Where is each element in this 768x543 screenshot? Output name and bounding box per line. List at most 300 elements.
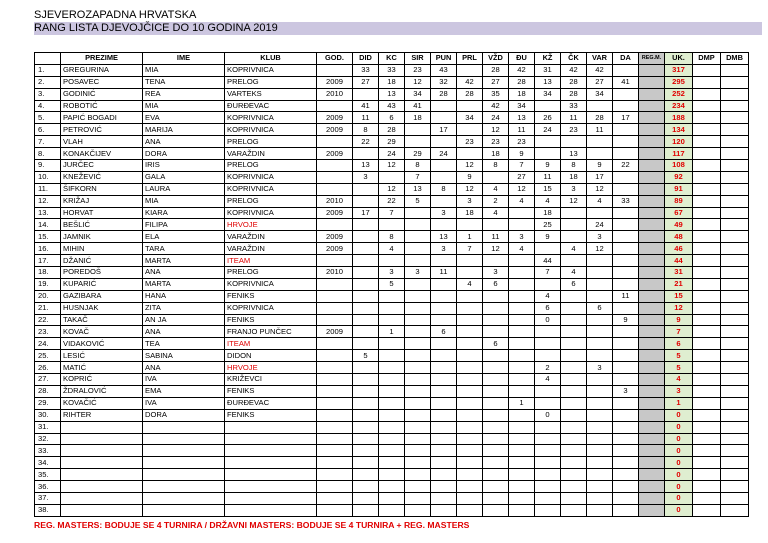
cell-rank: 35. xyxy=(35,469,61,481)
cell-prezime: MATIĆ xyxy=(61,362,143,374)
cell-klub: DIDON xyxy=(225,350,317,362)
cell-klub xyxy=(225,457,317,469)
cell-kc xyxy=(379,492,405,504)
cell-reg-masters xyxy=(639,255,665,267)
cell-pun xyxy=(431,362,457,374)
cell-pun xyxy=(431,219,457,231)
cell-total: 0 xyxy=(665,504,693,516)
cell-klub: PRELOG xyxy=(225,76,317,88)
cell-god xyxy=(317,362,353,374)
cell-prl xyxy=(457,409,483,421)
cell-kz xyxy=(535,338,561,350)
cell-did: 33 xyxy=(353,64,379,76)
cell-dmp xyxy=(693,409,721,421)
cell-var xyxy=(587,409,613,421)
cell-sir: 29 xyxy=(405,148,431,160)
cell-klub: FENIKS xyxy=(225,385,317,397)
cell-ime: DORA xyxy=(143,148,225,160)
cell-da: 11 xyxy=(613,290,639,302)
cell-ck xyxy=(561,397,587,409)
cell-da xyxy=(613,409,639,421)
cell-dmp xyxy=(693,64,721,76)
cell-klub: VARAŽDIN xyxy=(225,148,317,160)
cell-vzd: 6 xyxy=(483,278,509,290)
cell-did xyxy=(353,195,379,207)
cell-pun xyxy=(431,302,457,314)
cell-kc: 22 xyxy=(379,195,405,207)
cell-kc xyxy=(379,397,405,409)
cell-prezime: GAZIBARA xyxy=(61,290,143,302)
cell-kz: 15 xyxy=(535,183,561,195)
cell-vzd xyxy=(483,457,509,469)
cell-var: 28 xyxy=(587,112,613,124)
cell-ime xyxy=(143,492,225,504)
cell-god xyxy=(317,457,353,469)
cell-sir xyxy=(405,124,431,136)
cell-du xyxy=(509,409,535,421)
table-row xyxy=(35,326,749,338)
cell-sir xyxy=(405,397,431,409)
table-row xyxy=(35,433,749,445)
cell-prl: 28 xyxy=(457,88,483,100)
cell-vzd xyxy=(483,374,509,386)
cell-rank: 19. xyxy=(35,278,61,290)
cell-da xyxy=(613,219,639,231)
cell-total: 5 xyxy=(665,350,693,362)
cell-pun xyxy=(431,504,457,516)
cell-vzd xyxy=(483,255,509,267)
cell-vzd: 27 xyxy=(483,76,509,88)
cell-var: 3 xyxy=(587,362,613,374)
cell-prl: 9 xyxy=(457,171,483,183)
cell-kz xyxy=(535,326,561,338)
cell-ime: MIA xyxy=(143,64,225,76)
cell-pun xyxy=(431,397,457,409)
cell-dmb xyxy=(721,76,749,88)
cell-ime xyxy=(143,469,225,481)
cell-rank: 25. xyxy=(35,350,61,362)
cell-pun xyxy=(431,314,457,326)
cell-kz xyxy=(535,457,561,469)
cell-kc: 1 xyxy=(379,326,405,338)
cell-da xyxy=(613,350,639,362)
cell-kz: 7 xyxy=(535,267,561,279)
cell-dmb xyxy=(721,409,749,421)
cell-kc: 12 xyxy=(379,160,405,172)
cell-prezime: GODINIĆ xyxy=(61,88,143,100)
cell-rank: 7. xyxy=(35,136,61,148)
cell-du: 9 xyxy=(509,148,535,160)
cell-pun xyxy=(431,385,457,397)
cell-god: 2009 xyxy=(317,112,353,124)
cell-klub: VARAŽDIN xyxy=(225,231,317,243)
cell-ck: 4 xyxy=(561,243,587,255)
cell-kz: 4 xyxy=(535,290,561,302)
column-header: VAR xyxy=(587,53,613,65)
cell-var: 11 xyxy=(587,124,613,136)
cell-sir xyxy=(405,136,431,148)
cell-prl xyxy=(457,64,483,76)
cell-dmp xyxy=(693,255,721,267)
table-row xyxy=(35,76,749,88)
ranking-table xyxy=(34,52,749,517)
cell-dmp xyxy=(693,326,721,338)
cell-god xyxy=(317,385,353,397)
cell-sir xyxy=(405,302,431,314)
cell-da xyxy=(613,421,639,433)
cell-kz xyxy=(535,469,561,481)
cell-dmp xyxy=(693,100,721,112)
cell-da xyxy=(613,207,639,219)
cell-dmb xyxy=(721,314,749,326)
cell-reg-masters xyxy=(639,504,665,516)
cell-did xyxy=(353,492,379,504)
cell-da xyxy=(613,183,639,195)
cell-vzd: 23 xyxy=(483,136,509,148)
cell-vzd xyxy=(483,350,509,362)
column-header: ČK xyxy=(561,53,587,65)
cell-kz xyxy=(535,397,561,409)
cell-klub: FENIKS xyxy=(225,290,317,302)
cell-rank: 23. xyxy=(35,326,61,338)
cell-sir: 23 xyxy=(405,64,431,76)
cell-sir: 7 xyxy=(405,171,431,183)
cell-pun xyxy=(431,457,457,469)
cell-prezime: KONAKČIJEV xyxy=(61,148,143,160)
cell-du xyxy=(509,469,535,481)
cell-klub: KOPRIVNICA xyxy=(225,64,317,76)
cell-da xyxy=(613,338,639,350)
cell-var xyxy=(587,136,613,148)
cell-prl xyxy=(457,457,483,469)
cell-total: 120 xyxy=(665,136,693,148)
cell-prl xyxy=(457,385,483,397)
cell-rank: 12. xyxy=(35,195,61,207)
cell-sir: 18 xyxy=(405,112,431,124)
cell-da xyxy=(613,88,639,100)
cell-kz: 9 xyxy=(535,160,561,172)
table-row xyxy=(35,338,749,350)
cell-reg-masters xyxy=(639,421,665,433)
cell-dmb xyxy=(721,350,749,362)
cell-kz: 26 xyxy=(535,112,561,124)
cell-reg-masters xyxy=(639,385,665,397)
cell-dmb xyxy=(721,243,749,255)
cell-var: 12 xyxy=(587,243,613,255)
cell-prezime xyxy=(61,469,143,481)
cell-sir: 41 xyxy=(405,100,431,112)
cell-prl: 7 xyxy=(457,243,483,255)
cell-klub xyxy=(225,504,317,516)
cell-kc: 28 xyxy=(379,124,405,136)
cell-klub xyxy=(225,492,317,504)
table-body xyxy=(35,64,749,516)
cell-sir xyxy=(405,255,431,267)
cell-da xyxy=(613,362,639,374)
cell-prezime: POSAVEC xyxy=(61,76,143,88)
cell-pun xyxy=(431,290,457,302)
cell-kz: 34 xyxy=(535,88,561,100)
cell-reg-masters xyxy=(639,445,665,457)
cell-prezime: VIDAKOVIĆ xyxy=(61,338,143,350)
cell-kc xyxy=(379,290,405,302)
cell-did xyxy=(353,433,379,445)
cell-kz: 13 xyxy=(535,76,561,88)
cell-dmb xyxy=(721,481,749,493)
cell-did xyxy=(353,278,379,290)
cell-var xyxy=(587,433,613,445)
cell-kz: 4 xyxy=(535,374,561,386)
cell-ime: ANA xyxy=(143,362,225,374)
cell-god xyxy=(317,492,353,504)
cell-kz xyxy=(535,445,561,457)
cell-dmb xyxy=(721,100,749,112)
cell-klub: KOPRIVNICA xyxy=(225,278,317,290)
cell-prezime xyxy=(61,433,143,445)
cell-ime xyxy=(143,445,225,457)
cell-total: 134 xyxy=(665,124,693,136)
cell-rank: 26. xyxy=(35,362,61,374)
cell-god: 2009 xyxy=(317,231,353,243)
cell-sir xyxy=(405,421,431,433)
cell-prezime xyxy=(61,445,143,457)
cell-klub: KOPRIVNICA xyxy=(225,183,317,195)
page-header xyxy=(34,8,762,35)
cell-vzd: 2 xyxy=(483,195,509,207)
cell-total: 0 xyxy=(665,492,693,504)
column-header: DMP xyxy=(693,53,721,65)
cell-ime: REA xyxy=(143,88,225,100)
cell-vzd: 28 xyxy=(483,64,509,76)
cell-prezime: JURČEC xyxy=(61,160,143,172)
column-header: DA xyxy=(613,53,639,65)
cell-ime: MARTA xyxy=(143,278,225,290)
cell-pun: 28 xyxy=(431,88,457,100)
cell-ck xyxy=(561,255,587,267)
cell-vzd: 12 xyxy=(483,243,509,255)
table-row xyxy=(35,160,749,172)
cell-total: 44 xyxy=(665,255,693,267)
cell-kz xyxy=(535,100,561,112)
cell-god xyxy=(317,314,353,326)
cell-dmp xyxy=(693,124,721,136)
cell-did: 8 xyxy=(353,124,379,136)
cell-pun xyxy=(431,338,457,350)
cell-god xyxy=(317,290,353,302)
cell-did: 5 xyxy=(353,350,379,362)
cell-var xyxy=(587,290,613,302)
cell-dmp xyxy=(693,243,721,255)
cell-prezime: JAMNIK xyxy=(61,231,143,243)
cell-dmb xyxy=(721,338,749,350)
cell-god xyxy=(317,160,353,172)
cell-reg-masters xyxy=(639,481,665,493)
cell-sir xyxy=(405,374,431,386)
cell-du xyxy=(509,350,535,362)
cell-total: 0 xyxy=(665,469,693,481)
cell-reg-masters xyxy=(639,231,665,243)
cell-ime xyxy=(143,433,225,445)
cell-sir: 34 xyxy=(405,88,431,100)
cell-dmp xyxy=(693,302,721,314)
cell-da xyxy=(613,124,639,136)
cell-did: 17 xyxy=(353,207,379,219)
cell-reg-masters xyxy=(639,243,665,255)
cell-ime: SABINA xyxy=(143,350,225,362)
cell-did xyxy=(353,445,379,457)
cell-ime: FILIPA xyxy=(143,219,225,231)
cell-prl xyxy=(457,350,483,362)
cell-reg-masters xyxy=(639,326,665,338)
cell-kz: 44 xyxy=(535,255,561,267)
table-row xyxy=(35,469,749,481)
cell-did: 41 xyxy=(353,100,379,112)
cell-sir xyxy=(405,314,431,326)
cell-da xyxy=(613,148,639,160)
cell-ime: EVA xyxy=(143,112,225,124)
cell-rank: 38. xyxy=(35,504,61,516)
cell-dmp xyxy=(693,148,721,160)
table-row xyxy=(35,314,749,326)
cell-dmp xyxy=(693,88,721,100)
cell-da: 22 xyxy=(613,160,639,172)
cell-reg-masters xyxy=(639,136,665,148)
cell-kc xyxy=(379,409,405,421)
cell-did xyxy=(353,504,379,516)
cell-dmb xyxy=(721,124,749,136)
cell-prezime xyxy=(61,492,143,504)
cell-vzd xyxy=(483,469,509,481)
cell-sir xyxy=(405,445,431,457)
cell-did xyxy=(353,385,379,397)
cell-kc: 4 xyxy=(379,243,405,255)
cell-kz: 24 xyxy=(535,124,561,136)
cell-rank: 8. xyxy=(35,148,61,160)
cell-ck: 13 xyxy=(561,148,587,160)
cell-did xyxy=(353,88,379,100)
cell-pun xyxy=(431,171,457,183)
cell-reg-masters xyxy=(639,112,665,124)
cell-god xyxy=(317,409,353,421)
cell-klub: FENIKS xyxy=(225,409,317,421)
cell-prl xyxy=(457,326,483,338)
cell-did: 27 xyxy=(353,76,379,88)
cell-ck xyxy=(561,445,587,457)
cell-did xyxy=(353,397,379,409)
cell-vzd xyxy=(483,481,509,493)
cell-pun: 13 xyxy=(431,231,457,243)
cell-total: 3 xyxy=(665,385,693,397)
cell-var xyxy=(587,445,613,457)
column-header: PUN xyxy=(431,53,457,65)
cell-god: 2009 xyxy=(317,76,353,88)
cell-did xyxy=(353,314,379,326)
table-row xyxy=(35,409,749,421)
cell-var: 6 xyxy=(587,302,613,314)
cell-prl xyxy=(457,481,483,493)
cell-ck xyxy=(561,314,587,326)
cell-da xyxy=(613,302,639,314)
table-row xyxy=(35,302,749,314)
cell-pun: 43 xyxy=(431,64,457,76)
cell-total: 317 xyxy=(665,64,693,76)
cell-dmp xyxy=(693,362,721,374)
cell-du: 28 xyxy=(509,76,535,88)
cell-total: 0 xyxy=(665,457,693,469)
cell-did xyxy=(353,183,379,195)
cell-du xyxy=(509,421,535,433)
cell-dmb xyxy=(721,88,749,100)
cell-rank: 28. xyxy=(35,385,61,397)
cell-ck xyxy=(561,504,587,516)
cell-prezime: POREDOŠ xyxy=(61,267,143,279)
cell-prl xyxy=(457,469,483,481)
cell-rank: 33. xyxy=(35,445,61,457)
cell-god: 2009 xyxy=(317,326,353,338)
cell-ime: IVA xyxy=(143,374,225,386)
cell-prezime: KRIŽAJ xyxy=(61,195,143,207)
cell-rank: 6. xyxy=(35,124,61,136)
cell-reg-masters xyxy=(639,160,665,172)
cell-prezime: VLAH xyxy=(61,136,143,148)
cell-du xyxy=(509,481,535,493)
cell-total: 49 xyxy=(665,219,693,231)
cell-klub xyxy=(225,445,317,457)
cell-prezime: HUSNJAK xyxy=(61,302,143,314)
table-row xyxy=(35,64,749,76)
cell-kc xyxy=(379,314,405,326)
cell-da xyxy=(613,136,639,148)
cell-prl: 23 xyxy=(457,136,483,148)
cell-prl xyxy=(457,504,483,516)
column-header: GOD. xyxy=(317,53,353,65)
cell-dmp xyxy=(693,481,721,493)
cell-prl xyxy=(457,314,483,326)
cell-dmb xyxy=(721,374,749,386)
cell-god xyxy=(317,469,353,481)
cell-ime: ANA xyxy=(143,267,225,279)
cell-ck xyxy=(561,374,587,386)
cell-did: 3 xyxy=(353,171,379,183)
cell-ck: 8 xyxy=(561,160,587,172)
cell-sir xyxy=(405,433,431,445)
cell-rank: 5. xyxy=(35,112,61,124)
cell-kz: 0 xyxy=(535,314,561,326)
cell-did xyxy=(353,243,379,255)
cell-dmp xyxy=(693,504,721,516)
cell-ck xyxy=(561,481,587,493)
cell-rank: 29. xyxy=(35,397,61,409)
cell-ime xyxy=(143,504,225,516)
cell-total: 46 xyxy=(665,243,693,255)
cell-klub: HRVOJE xyxy=(225,362,317,374)
cell-ime: ANA xyxy=(143,326,225,338)
cell-total: 6 xyxy=(665,338,693,350)
cell-god: 2010 xyxy=(317,88,353,100)
cell-god xyxy=(317,136,353,148)
cell-dmp xyxy=(693,421,721,433)
cell-var xyxy=(587,385,613,397)
cell-god: 2009 xyxy=(317,243,353,255)
table-row xyxy=(35,374,749,386)
cell-did xyxy=(353,148,379,160)
cell-prl xyxy=(457,445,483,457)
cell-rank: 13. xyxy=(35,207,61,219)
cell-total: 12 xyxy=(665,302,693,314)
cell-reg-masters xyxy=(639,314,665,326)
table-row xyxy=(35,100,749,112)
cell-prezime: KOVAČ xyxy=(61,326,143,338)
